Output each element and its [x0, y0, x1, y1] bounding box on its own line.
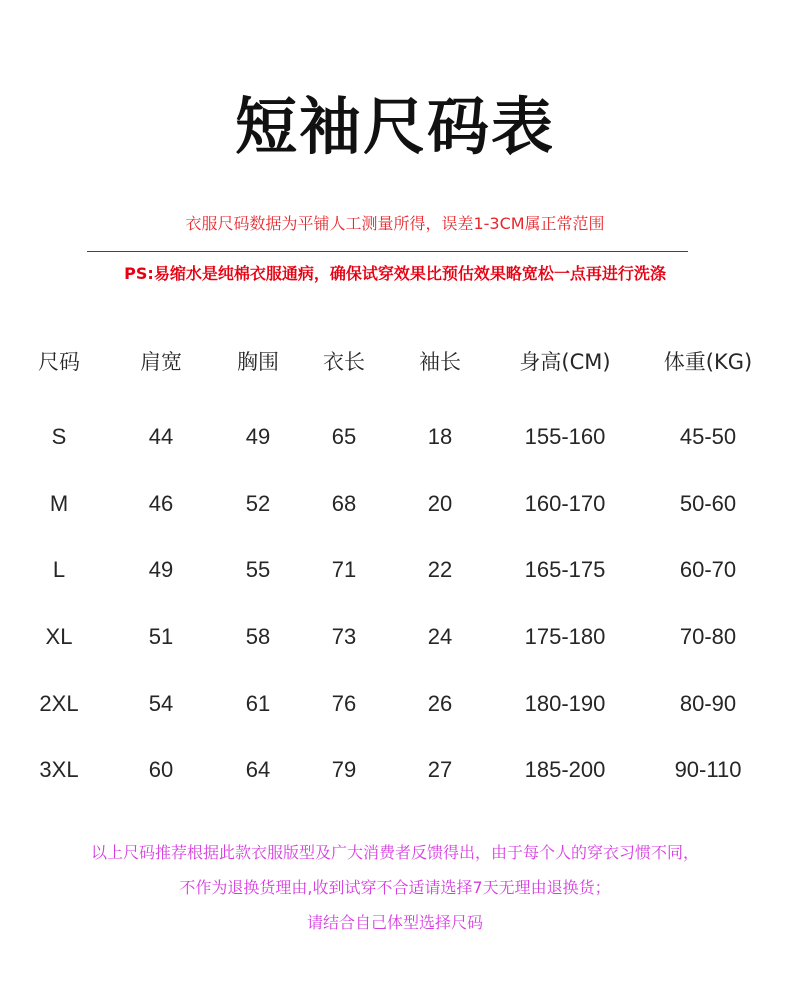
cell-weight: 70-80 [679, 624, 737, 650]
cell-length: 65 [331, 424, 357, 450]
table-row [0, 670, 790, 737]
cell-chest: 55 [245, 557, 271, 583]
table-header-row [0, 330, 790, 392]
header-shoulder: 肩宽 [140, 350, 182, 374]
cell-size: M [49, 490, 69, 516]
table-row [0, 404, 790, 471]
measurement-note: 衣服尺码数据为平铺人工测量所得，误差1-3CM属正常范围 [185, 214, 605, 233]
header-sleeve: 袖长 [419, 350, 461, 374]
header-height: 身高(CM) [519, 350, 611, 374]
cell-size: XL [45, 624, 73, 650]
cell-length: 79 [331, 757, 357, 783]
cell-chest: 49 [245, 424, 271, 450]
cell-shoulder: 54 [148, 690, 174, 716]
cell-length: 73 [331, 624, 357, 650]
divider [87, 251, 688, 252]
cell-length: 76 [331, 690, 357, 716]
shrink-warning-note: PS:易缩水是纯棉衣服通病，确保试穿效果比预估效果略宽松一点再进行洗涤 [124, 264, 666, 283]
table-row [0, 737, 790, 804]
cell-height: 165-175 [524, 557, 606, 583]
header-length: 衣长 [323, 350, 365, 374]
cell-weight: 50-60 [679, 490, 737, 516]
footer-note-line-2: 不作为退换货理由,收到试穿不合适请选择7天无理由退换货； [179, 878, 611, 897]
cell-shoulder: 44 [148, 424, 174, 450]
cell-shoulder: 51 [148, 624, 174, 650]
size-table [0, 330, 790, 804]
cell-weight: 90-110 [674, 757, 742, 783]
footer-note-line-1: 以上尺码推荐根据此款衣服版型及广大消费者反馈得出，由于每个人的穿衣习惯不同， [90, 843, 699, 862]
header-weight: 体重(KG) [663, 350, 753, 374]
cell-sleeve: 22 [427, 557, 453, 583]
cell-chest: 61 [245, 690, 271, 716]
cell-shoulder: 49 [148, 557, 174, 583]
cell-chest: 52 [245, 490, 271, 516]
cell-chest: 58 [245, 624, 271, 650]
cell-height: 180-190 [524, 690, 606, 716]
cell-sleeve: 27 [427, 757, 453, 783]
cell-size: 3XL [39, 757, 79, 783]
spacer-row [0, 392, 790, 404]
table-row [0, 537, 790, 604]
cell-weight: 45-50 [679, 424, 737, 450]
cell-sleeve: 26 [427, 690, 453, 716]
table-row [0, 604, 790, 671]
footer-note-line-3: 请结合自己体型选择尺码 [306, 913, 483, 932]
cell-weight: 80-90 [679, 690, 737, 716]
cell-shoulder: 60 [148, 757, 174, 783]
cell-length: 68 [331, 490, 357, 516]
cell-size: 2XL [39, 690, 79, 716]
cell-sleeve: 18 [427, 424, 453, 450]
cell-height: 160-170 [524, 490, 606, 516]
cell-length: 71 [331, 557, 357, 583]
header-chest: 胸围 [237, 350, 279, 374]
cell-sleeve: 20 [427, 490, 453, 516]
cell-height: 175-180 [524, 624, 606, 650]
cell-size: S [51, 424, 67, 450]
cell-height: 185-200 [524, 757, 606, 783]
cell-sleeve: 24 [427, 624, 453, 650]
header-size: 尺码 [38, 350, 80, 374]
table-row [0, 471, 790, 538]
cell-weight: 60-70 [679, 557, 737, 583]
cell-shoulder: 46 [148, 490, 174, 516]
cell-chest: 64 [245, 757, 271, 783]
cell-size: L [52, 557, 66, 583]
page-title: 短袖尺码表 [234, 90, 555, 163]
cell-height: 155-160 [524, 424, 606, 450]
